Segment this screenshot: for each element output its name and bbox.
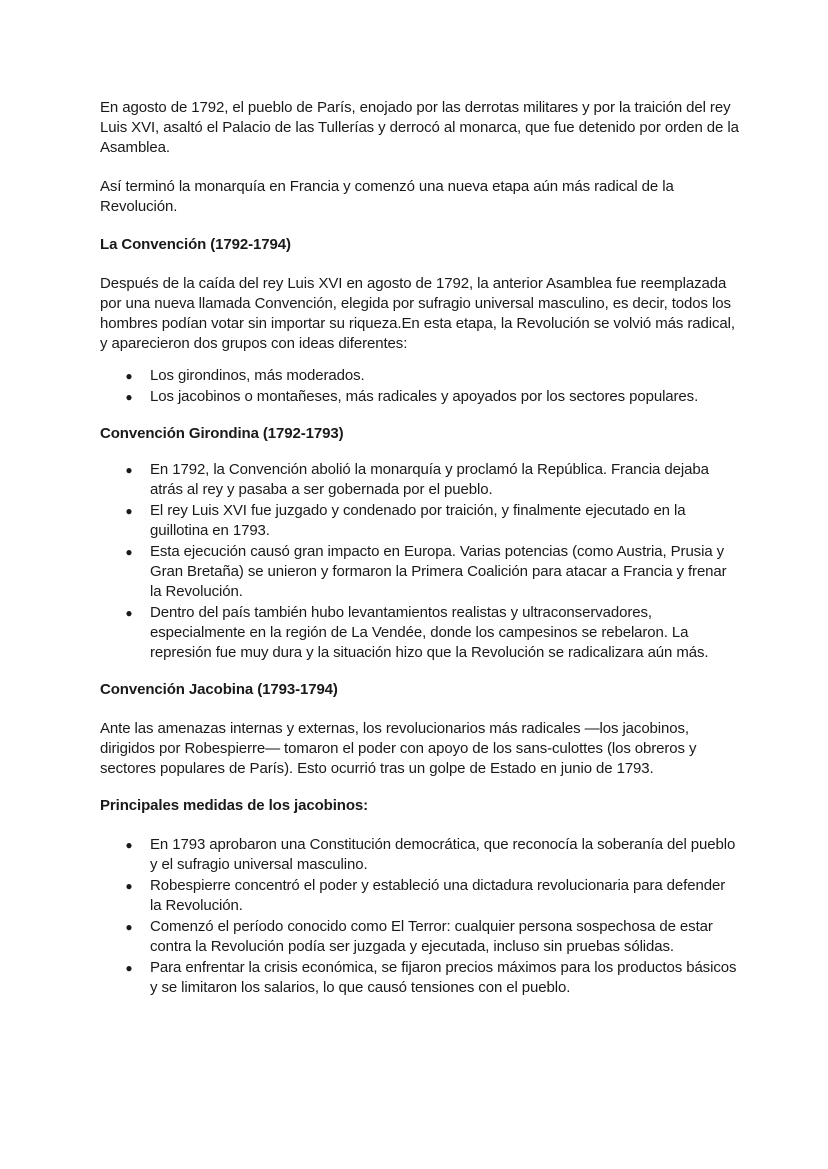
list-item bbox=[100, 958, 740, 998]
jacobina-paragraph: Ante las amenazas internas y externas, los revolucionarios más radicales —los jacobinos, dirigidos por Robespierre— tomaron el poder con apoyo de los sans-culottes (los obreros y sectores populares de París). Esto ocurrió tras un golpe de Estado en junio de 1793. bbox=[100, 720, 697, 777]
list-item-text: Dentro del país también hubo levantamientos realistas y ultraconservadores, especialmente en la región de La Vendée, donde los campesinos se rebelaron. La represión fue muy dura y la situación hizo que la Revolución se radicalizara aún más. bbox=[150, 604, 709, 661]
bullet-icon: ● bbox=[125, 369, 133, 383]
bullet-icon: ● bbox=[125, 545, 133, 559]
list-item-text: Los jacobinos o montañeses, más radicales y apoyados por los sectores populares. bbox=[150, 388, 699, 405]
list-item bbox=[100, 835, 740, 875]
section-heading-girondina: Convención Girondina (1792-1793) bbox=[100, 425, 344, 442]
list-item bbox=[100, 460, 740, 500]
bullet-icon: ● bbox=[125, 606, 133, 620]
list-item-text: En 1793 aprobaron una Constitución democrática, que reconocía la soberanía del pueblo y el sufragio universal masculino. bbox=[150, 836, 736, 873]
list-item bbox=[100, 542, 740, 602]
bullet-icon: ● bbox=[125, 879, 133, 893]
groups-list bbox=[100, 366, 740, 407]
bullet-icon: ● bbox=[125, 961, 133, 975]
list-item bbox=[100, 876, 740, 916]
list-item bbox=[100, 501, 740, 541]
intro-paragraph-1: En agosto de 1792, el pueblo de París, enojado por las derrotas militares y por la traición del rey Luis XVI, asaltó el Palacio de las Tullerías y derrocó al monarca, que fue detenido por orden de la Asamblea. bbox=[100, 99, 739, 156]
list-item bbox=[100, 603, 740, 663]
bullet-icon: ● bbox=[125, 920, 133, 934]
list-item-text: Los girondinos, más moderados. bbox=[150, 367, 365, 384]
convencion-paragraph: Después de la caída del rey Luis XVI en agosto de 1792, la anterior Asamblea fue reemplazada por una nueva llamada Convención, elegida por sufragio universal masculino, es decir, todos los hombres podían votar sin importar su riqueza.En esta etapa, la Revolución se volvió más radical, y aparecieron dos grupos con ideas diferentes: bbox=[100, 275, 735, 352]
bullet-icon: ● bbox=[125, 390, 133, 404]
list-item bbox=[100, 917, 740, 957]
list-item-text: Para enfrentar la crisis económica, se fijaron precios máximos para los productos básicos y se limitaron los salarios, lo que causó tensiones con el pueblo. bbox=[150, 959, 737, 996]
bullet-icon: ● bbox=[125, 504, 133, 518]
section-heading-jacobina: Convención Jacobina (1793-1794) bbox=[100, 681, 338, 698]
list-item bbox=[100, 366, 740, 386]
list-item-text: Esta ejecución causó gran impacto en Europa. Varias potencias (como Austria, Prusia y Gran Bretaña) se unieron y formaron la Primera Coalición para atacar a Francia y frenar la Revolución. bbox=[150, 543, 727, 600]
list-item-text: El rey Luis XVI fue juzgado y condenado por traición, y finalmente ejecutado en la guillotina en 1793. bbox=[150, 502, 686, 539]
list-item-text: Comenzó el período conocido como El Terror: cualquier persona sospechosa de estar contra la Revolución podía ser juzgada y ejecutada, incluso sin pruebas sólidas. bbox=[150, 918, 713, 955]
list-item-text: Robespierre concentró el poder y estableció una dictadura revolucionaria para defender la Revolución. bbox=[150, 877, 726, 914]
girondina-list bbox=[100, 460, 740, 663]
list-item bbox=[100, 387, 740, 407]
list-item-text: En 1792, la Convención abolió la monarquía y proclamó la República. Francia dejaba atrás al rey y pasaba a ser gobernada por el pueblo. bbox=[150, 461, 709, 498]
bullet-icon: ● bbox=[125, 463, 133, 477]
intro-paragraph-2: Así terminó la monarquía en Francia y comenzó una nueva etapa aún más radical de la Revolución. bbox=[100, 178, 674, 215]
measures-heading: Principales medidas de los jacobinos: bbox=[100, 797, 369, 814]
measures-list bbox=[100, 835, 740, 998]
section-heading-convencion: La Convención (1792-1794) bbox=[100, 236, 291, 253]
document-page bbox=[100, 98, 740, 999]
bullet-icon: ● bbox=[125, 838, 133, 852]
